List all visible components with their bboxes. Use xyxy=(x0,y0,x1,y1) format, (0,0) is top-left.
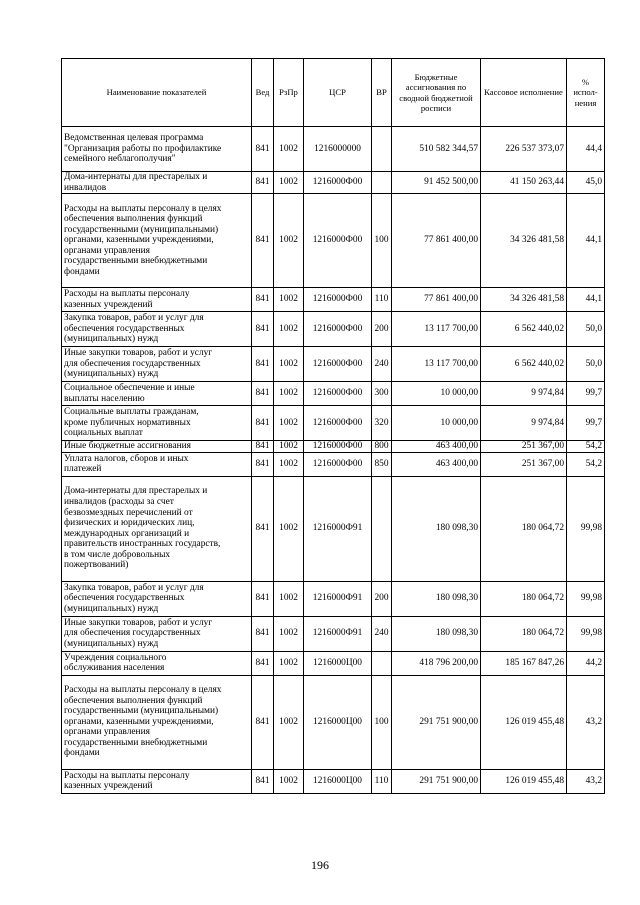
cell-pct: 43,2 xyxy=(567,675,605,769)
cell-vr xyxy=(372,476,392,581)
cell-rzpr: 1002 xyxy=(274,127,304,172)
cell-name: Расходы на выплаты персоналу в целях обеспечения выполнения функций государственными (муниципальными) органами, казенными учреждениями, органами управления государственными внебюджетными фондами xyxy=(62,194,252,288)
cell-vr: 200 xyxy=(372,312,392,347)
table-row xyxy=(62,651,605,675)
cell-csr: 1216000Ф00 xyxy=(304,406,372,441)
cell-pct: 54,2 xyxy=(567,452,605,476)
cell-ved: 841 xyxy=(252,194,274,288)
table-row xyxy=(62,581,605,616)
cell-rzpr: 1002 xyxy=(274,288,304,312)
header-csr: ЦСР xyxy=(304,59,372,127)
table-row xyxy=(62,312,605,347)
page-number: 196 xyxy=(311,858,329,872)
table-row xyxy=(62,347,605,382)
table-row xyxy=(62,406,605,441)
cell-name: Иные бюджетные ассигнования xyxy=(62,441,252,453)
cell-cash: 251 367,00 xyxy=(481,452,567,476)
cell-rzpr: 1002 xyxy=(274,476,304,581)
cell-csr: 1216000000 xyxy=(304,127,372,172)
cell-name: Иные закупки товаров, работ и услуг для обеспечения государственных (муниципальных) нужд xyxy=(62,616,252,651)
cell-budget: 77 861 400,00 xyxy=(392,194,481,288)
cell-ved: 841 xyxy=(252,172,274,194)
cell-name: Ведомственная целевая программа "Организация работы по профилактике семейного неблагополучия" xyxy=(62,127,252,172)
cell-pct: 44,2 xyxy=(567,651,605,675)
cell-budget: 463 400,00 xyxy=(392,441,481,453)
cell-cash: 126 019 455,48 xyxy=(481,675,567,769)
cell-vr: 300 xyxy=(372,382,392,406)
cell-name: Закупка товаров, работ и услуг для обеспечения государственных (муниципальных) нужд xyxy=(62,581,252,616)
cell-csr: 1216000Ф91 xyxy=(304,616,372,651)
cell-rzpr: 1002 xyxy=(274,382,304,406)
cell-ved: 841 xyxy=(252,452,274,476)
cell-budget: 10 000,00 xyxy=(392,406,481,441)
budget-table xyxy=(61,58,605,794)
cell-ved: 841 xyxy=(252,616,274,651)
cell-vr: 850 xyxy=(372,452,392,476)
cell-rzpr: 1002 xyxy=(274,769,304,793)
cell-vr: 800 xyxy=(372,441,392,453)
table-row xyxy=(62,382,605,406)
cell-name: Уплата налогов, сборов и иных платежей xyxy=(62,452,252,476)
header-rzpr: РзПр xyxy=(274,59,304,127)
cell-budget: 180 098,30 xyxy=(392,476,481,581)
cell-pct: 99,98 xyxy=(567,581,605,616)
cell-budget: 180 098,30 xyxy=(392,616,481,651)
cell-vr: 200 xyxy=(372,581,392,616)
cell-pct: 99,7 xyxy=(567,406,605,441)
table-row xyxy=(62,452,605,476)
table-row xyxy=(62,127,605,172)
cell-rzpr: 1002 xyxy=(274,347,304,382)
cell-vr: 110 xyxy=(372,288,392,312)
cell-name: Расходы на выплаты персоналу в целях обеспечения выполнения функций государственными (муниципальными) органами, казенными учреждениями, органами управления государственными внебюджетными фондами xyxy=(62,675,252,769)
cell-vr xyxy=(372,172,392,194)
cell-csr: 1216000Ф00 xyxy=(304,382,372,406)
table-row xyxy=(62,172,605,194)
cell-cash: 126 019 455,48 xyxy=(481,769,567,793)
cell-ved: 841 xyxy=(252,675,274,769)
cell-vr: 100 xyxy=(372,675,392,769)
cell-csr: 1216000Ф00 xyxy=(304,452,372,476)
cell-name: Дома-интернаты для престарелых и инвалидов (расходы за счет безвозмездных перечислений от физических и юридических лиц, международных организаций и правительств иностранных государств, в том числе добровольных пожертвований) xyxy=(62,476,252,581)
cell-pct: 54,2 xyxy=(567,441,605,453)
cell-cash: 6 562 440,02 xyxy=(481,312,567,347)
cell-csr: 1216000Ф00 xyxy=(304,347,372,382)
cell-pct: 99,98 xyxy=(567,616,605,651)
cell-rzpr: 1002 xyxy=(274,194,304,288)
cell-rzpr: 1002 xyxy=(274,675,304,769)
cell-budget: 510 582 344,57 xyxy=(392,127,481,172)
cell-vr: 110 xyxy=(372,769,392,793)
cell-vr: 240 xyxy=(372,347,392,382)
cell-cash: 185 167 847,26 xyxy=(481,651,567,675)
cell-cash: 251 367,00 xyxy=(481,441,567,453)
cell-csr: 1216000Ц00 xyxy=(304,651,372,675)
cell-name: Иные закупки товаров, работ и услуг для обеспечения государственных (муниципальных) нужд xyxy=(62,347,252,382)
cell-cash: 41 150 263,44 xyxy=(481,172,567,194)
cell-rzpr: 1002 xyxy=(274,651,304,675)
cell-ved: 841 xyxy=(252,581,274,616)
cell-rzpr: 1002 xyxy=(274,406,304,441)
cell-ved: 841 xyxy=(252,476,274,581)
cell-cash: 180 064,72 xyxy=(481,476,567,581)
table-row xyxy=(62,769,605,793)
cell-csr: 1216000Ф00 xyxy=(304,194,372,288)
cell-pct: 99,7 xyxy=(567,382,605,406)
cell-pct: 44,1 xyxy=(567,288,605,312)
header-cash: Кассовое исполнение xyxy=(481,59,567,127)
cell-ved: 841 xyxy=(252,769,274,793)
cell-budget: 13 117 700,00 xyxy=(392,312,481,347)
header-name: Наименование показателей xyxy=(62,59,252,127)
header-budget: Бюджетные ассигнования по сводной бюджетной росписи xyxy=(392,59,481,127)
cell-budget: 91 452 500,00 xyxy=(392,172,481,194)
cell-budget: 180 098,30 xyxy=(392,581,481,616)
cell-name: Социальное обеспечение и иные выплаты населению xyxy=(62,382,252,406)
cell-ved: 841 xyxy=(252,127,274,172)
cell-csr: 1216000Ф00 xyxy=(304,441,372,453)
cell-vr: 100 xyxy=(372,194,392,288)
cell-vr xyxy=(372,651,392,675)
cell-cash: 9 974,84 xyxy=(481,382,567,406)
cell-ved: 841 xyxy=(252,382,274,406)
cell-vr xyxy=(372,127,392,172)
cell-name: Расходы на выплаты персоналу казенных учреждений xyxy=(62,769,252,793)
cell-budget: 77 861 400,00 xyxy=(392,288,481,312)
table-row xyxy=(62,616,605,651)
cell-name: Учреждения социального обслуживания населения xyxy=(62,651,252,675)
cell-budget: 463 400,00 xyxy=(392,452,481,476)
cell-name: Закупка товаров, работ и услуг для обеспечения государственных (муниципальных) нужд xyxy=(62,312,252,347)
cell-pct: 43,2 xyxy=(567,769,605,793)
cell-rzpr: 1002 xyxy=(274,452,304,476)
cell-vr: 320 xyxy=(372,406,392,441)
cell-csr: 1216000Ц00 xyxy=(304,769,372,793)
cell-ved: 841 xyxy=(252,312,274,347)
cell-csr: 1216000Ф91 xyxy=(304,476,372,581)
cell-ved: 841 xyxy=(252,406,274,441)
cell-rzpr: 1002 xyxy=(274,172,304,194)
header-ved: Вед xyxy=(252,59,274,127)
cell-csr: 1216000Ф91 xyxy=(304,581,372,616)
table-row xyxy=(62,194,605,288)
cell-pct: 44,1 xyxy=(567,194,605,288)
cell-rzpr: 1002 xyxy=(274,441,304,453)
table-row xyxy=(62,288,605,312)
cell-vr: 240 xyxy=(372,616,392,651)
cell-cash: 34 326 481,58 xyxy=(481,288,567,312)
cell-csr: 1216000Ф00 xyxy=(304,312,372,347)
cell-name: Дома-интернаты для престарелых и инвалидов xyxy=(62,172,252,194)
cell-cash: 6 562 440,02 xyxy=(481,347,567,382)
cell-budget: 291 751 900,00 xyxy=(392,675,481,769)
cell-ved: 841 xyxy=(252,441,274,453)
cell-pct: 44,4 xyxy=(567,127,605,172)
cell-rzpr: 1002 xyxy=(274,581,304,616)
table-row xyxy=(62,675,605,769)
cell-rzpr: 1002 xyxy=(274,616,304,651)
cell-budget: 418 796 200,00 xyxy=(392,651,481,675)
cell-pct: 50,0 xyxy=(567,347,605,382)
cell-pct: 50,0 xyxy=(567,312,605,347)
cell-csr: 1216000Ф00 xyxy=(304,288,372,312)
cell-cash: 226 537 373,07 xyxy=(481,127,567,172)
cell-cash: 9 974,84 xyxy=(481,406,567,441)
header-vr: ВР xyxy=(372,59,392,127)
cell-pct: 99,98 xyxy=(567,476,605,581)
cell-ved: 841 xyxy=(252,347,274,382)
cell-cash: 34 326 481,58 xyxy=(481,194,567,288)
cell-budget: 291 751 900,00 xyxy=(392,769,481,793)
cell-ved: 841 xyxy=(252,651,274,675)
cell-cash: 180 064,72 xyxy=(481,616,567,651)
cell-name: Расходы на выплаты персоналу казенных учреждений xyxy=(62,288,252,312)
cell-csr: 1216000Ф00 xyxy=(304,172,372,194)
header-pct: % испол-нения xyxy=(567,59,605,127)
cell-cash: 180 064,72 xyxy=(481,581,567,616)
cell-budget: 10 000,00 xyxy=(392,382,481,406)
header-row xyxy=(62,59,605,127)
table-row xyxy=(62,441,605,453)
cell-name: Социальные выплаты гражданам, кроме публичных нормативных социальных выплат xyxy=(62,406,252,441)
cell-rzpr: 1002 xyxy=(274,312,304,347)
cell-budget: 13 117 700,00 xyxy=(392,347,481,382)
cell-pct: 45,0 xyxy=(567,172,605,194)
table-row xyxy=(62,476,605,581)
cell-ved: 841 xyxy=(252,288,274,312)
cell-csr: 1216000Ц00 xyxy=(304,675,372,769)
